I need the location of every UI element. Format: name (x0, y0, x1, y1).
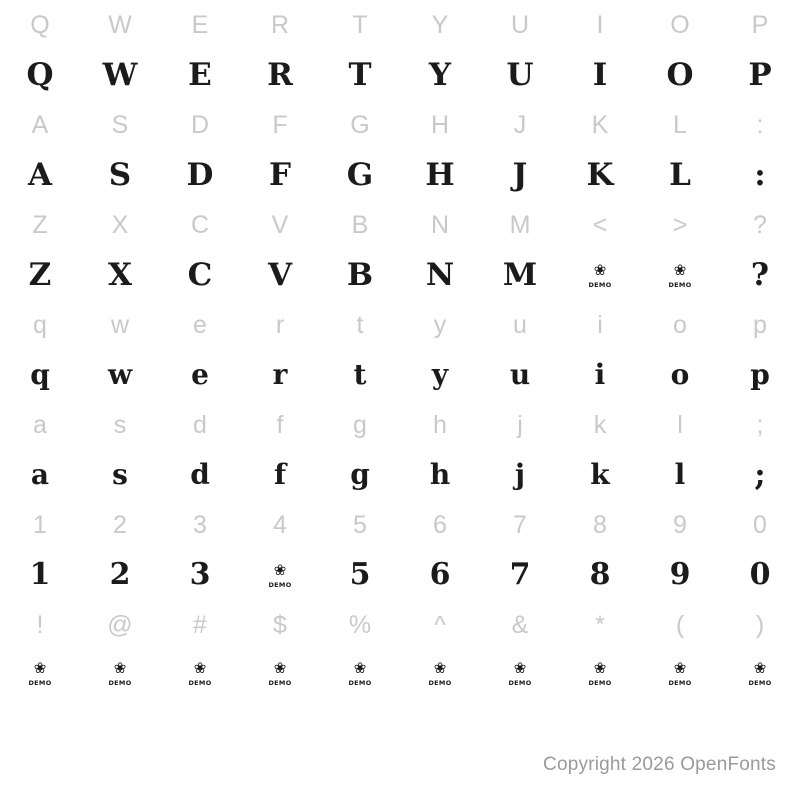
key-label: R (270, 10, 290, 39)
demo-mark-glyph (320, 658, 400, 689)
glyph-cell: V (267, 256, 293, 293)
demo-mark-glyph (480, 658, 560, 689)
glyph-cell: A (27, 156, 53, 193)
demo-flower-icon (109, 661, 131, 687)
glyph-cell: 6 (429, 557, 451, 592)
demo-flower-icon (589, 661, 611, 687)
demo-mark-glyph (80, 658, 160, 689)
keys-digits (0, 500, 800, 550)
key-label: 5 (353, 510, 367, 539)
glyph-cell: S (108, 156, 132, 193)
glyph-cell: N (425, 256, 455, 293)
glyphs-asdf-upper (0, 150, 800, 200)
glyph-cell: e (191, 358, 209, 391)
key-label: M (509, 210, 531, 239)
key-label: a (33, 410, 47, 439)
demo-flower-petals: ❀ (513, 659, 527, 677)
glyphs-digits (0, 550, 800, 600)
glyph-cell: j (514, 458, 526, 491)
key-label: W (108, 10, 132, 39)
glyph-cell: h (429, 458, 451, 491)
key-label: ) (755, 610, 765, 639)
demo-mark-glyph (640, 658, 720, 689)
key-label: I (596, 10, 604, 39)
key-label: l (677, 410, 683, 439)
key-label: Q (30, 10, 50, 39)
demo-flower-petals: ❀ (273, 659, 287, 677)
glyph-cell: 3 (189, 557, 211, 592)
demo-flower-word: DEMO (748, 679, 772, 687)
key-label: ! (36, 610, 44, 639)
demo-flower-petals: ❀ (673, 261, 687, 279)
key-label: 7 (513, 510, 527, 539)
key-label: D (190, 110, 210, 139)
glyph-cell: l (674, 458, 686, 491)
key-label: H (430, 110, 450, 139)
key-label: Z (32, 210, 48, 239)
glyph-cell: y (431, 358, 449, 391)
keys-qwerty-upper (0, 0, 800, 50)
glyphs-qwerty-upper (0, 50, 800, 100)
demo-flower-petals: ❀ (753, 659, 767, 677)
glyph-cell: E (188, 56, 212, 93)
demo-flower-word: DEMO (668, 281, 692, 289)
key-label: d (193, 410, 207, 439)
demo-flower-petals: ❀ (433, 659, 447, 677)
demo-flower-petals: ❀ (113, 659, 127, 677)
key-label: @ (107, 610, 133, 639)
demo-flower-word: DEMO (588, 281, 612, 289)
demo-flower-icon (29, 661, 51, 687)
glyphs-symbols (0, 650, 800, 696)
key-label: f (276, 410, 284, 439)
key-label: F (272, 110, 288, 139)
glyph-cell: T (348, 56, 372, 93)
key-label: ^ (434, 610, 446, 639)
key-label: P (751, 10, 769, 39)
key-label: : (756, 110, 764, 139)
glyph-cell: B (346, 256, 374, 293)
glyph-cell: H (425, 156, 455, 193)
glyph-cell: P (748, 56, 772, 93)
glyph-cell: W (102, 56, 138, 93)
key-label: u (513, 310, 527, 339)
glyph-cell: C (187, 256, 213, 293)
glyph-cell: R (267, 56, 293, 93)
key-label: S (111, 110, 129, 139)
glyph-cell: M (502, 256, 538, 293)
key-label: t (356, 310, 364, 339)
key-label: T (352, 10, 368, 39)
key-label: U (510, 10, 530, 39)
key-label: < (592, 210, 608, 239)
demo-flower-icon (669, 661, 691, 687)
glyph-cell: s (112, 458, 128, 491)
demo-flower-icon (269, 563, 291, 589)
glyph-cell: ; (754, 456, 766, 493)
demo-flower-word: DEMO (268, 679, 292, 687)
glyph-cell: O (666, 56, 694, 93)
demo-flower-word: DEMO (588, 679, 612, 687)
glyph-cell: k (590, 458, 610, 491)
key-label: q (33, 310, 47, 339)
keys-qwerty-lower (0, 300, 800, 350)
key-label: 0 (753, 510, 767, 539)
glyph-cell: 5 (349, 557, 371, 592)
glyph-cell: 9 (669, 557, 691, 592)
glyph-cell: I (592, 56, 608, 93)
glyph-cell: Y (428, 56, 452, 93)
glyph-cell: g (350, 458, 370, 491)
key-label: k (593, 410, 607, 439)
glyph-cell: Q (26, 56, 54, 93)
key-label: g (353, 410, 367, 439)
demo-mark-glyph (400, 658, 480, 689)
key-label: 9 (673, 510, 687, 539)
glyph-cell: 2 (109, 557, 131, 592)
glyph-cell: Z (28, 256, 52, 293)
demo-mark-glyph (560, 260, 640, 291)
key-label: L (673, 110, 687, 139)
demo-flower-word: DEMO (108, 679, 132, 687)
glyphs-asdf-lower (0, 450, 800, 500)
demo-flower-petals: ❀ (593, 261, 607, 279)
demo-flower-icon (429, 661, 451, 687)
demo-flower-word: DEMO (428, 679, 452, 687)
key-label: i (597, 310, 603, 339)
key-label: ; (756, 410, 764, 439)
demo-flower-icon (509, 661, 531, 687)
glyph-cell: o (670, 358, 690, 391)
glyph-cell: w (107, 358, 133, 391)
demo-mark-glyph (0, 658, 80, 689)
glyph-cell: i (594, 358, 606, 391)
key-label: O (670, 10, 690, 39)
glyphs-qwerty-lower (0, 350, 800, 400)
glyph-cell: 0 (749, 557, 771, 592)
key-label: Y (431, 10, 449, 39)
demo-flower-icon (589, 263, 611, 289)
glyph-cell: t (353, 358, 367, 391)
key-label: J (513, 110, 527, 139)
key-label: * (595, 610, 605, 639)
key-label: E (191, 10, 209, 39)
demo-mark-glyph (240, 560, 320, 591)
glyph-cell: L (669, 156, 691, 193)
keys-asdf-upper (0, 100, 800, 150)
glyph-cell: U (506, 56, 534, 93)
glyph-cell: J (512, 156, 528, 193)
demo-flower-petals: ❀ (353, 659, 367, 677)
key-label: 2 (113, 510, 127, 539)
demo-flower-icon (349, 661, 371, 687)
key-label: 4 (273, 510, 287, 539)
demo-flower-petals: ❀ (273, 561, 287, 579)
glyph-cell: f (273, 458, 287, 491)
key-label: ? (753, 210, 767, 239)
demo-flower-word: DEMO (668, 679, 692, 687)
demo-flower-icon (189, 661, 211, 687)
glyph-cell: F (268, 156, 291, 193)
glyph-cell: : (754, 156, 766, 193)
glyph-cell: K (586, 156, 614, 193)
demo-flower-word: DEMO (268, 581, 292, 589)
key-label: 8 (593, 510, 607, 539)
key-label: o (673, 310, 687, 339)
key-label: r (275, 310, 285, 339)
demo-flower-icon (749, 661, 771, 687)
demo-flower-petals: ❀ (593, 659, 607, 677)
key-label: A (31, 110, 49, 139)
key-label: # (193, 610, 207, 639)
key-label: ( (675, 610, 685, 639)
glyph-cell: 8 (589, 557, 611, 592)
demo-flower-word: DEMO (188, 679, 212, 687)
glyph-cell: X (107, 256, 133, 293)
glyph-cell: u (509, 358, 531, 391)
key-label: p (753, 310, 767, 339)
key-label: j (517, 410, 523, 439)
demo-flower-icon (669, 263, 691, 289)
demo-mark-glyph (160, 658, 240, 689)
key-label: > (672, 210, 688, 239)
demo-mark-glyph (640, 260, 720, 291)
key-label: K (591, 110, 609, 139)
glyph-cell: d (190, 458, 210, 491)
demo-flower-petals: ❀ (193, 659, 207, 677)
key-label: e (193, 310, 207, 339)
demo-flower-petals: ❀ (673, 659, 687, 677)
keys-symbols (0, 600, 800, 650)
glyph-cell: 7 (509, 557, 531, 592)
key-label: X (111, 210, 129, 239)
key-label: 1 (33, 510, 47, 539)
demo-mark-glyph (240, 658, 320, 689)
key-label: w (110, 310, 130, 339)
key-label: y (433, 310, 447, 339)
demo-flower-petals: ❀ (33, 659, 47, 677)
demo-flower-icon (269, 661, 291, 687)
demo-mark-glyph (560, 658, 640, 689)
key-label: s (113, 410, 127, 439)
key-label: 6 (433, 510, 447, 539)
glyph-cell: p (750, 358, 770, 391)
key-label: & (511, 610, 529, 639)
glyph-cell: D (186, 156, 214, 193)
key-label: V (271, 210, 289, 239)
key-label: % (348, 610, 372, 639)
glyph-cell: ? (750, 256, 770, 293)
glyph-cell: G (346, 156, 374, 193)
key-label: h (433, 410, 447, 439)
demo-mark-glyph (720, 658, 800, 689)
glyphs-zxcv-upper (0, 250, 800, 300)
key-label: 3 (193, 510, 207, 539)
key-label: B (351, 210, 369, 239)
keys-asdf-lower (0, 400, 800, 450)
key-label: $ (273, 610, 287, 639)
keys-zxcv-upper (0, 200, 800, 250)
demo-flower-word: DEMO (28, 679, 52, 687)
demo-flower-word: DEMO (348, 679, 372, 687)
key-label: N (430, 210, 450, 239)
glyph-cell: 1 (29, 557, 51, 592)
key-label: G (350, 110, 370, 139)
copyright-notice: Copyright 2026 OpenFonts (543, 754, 776, 775)
key-label: C (190, 210, 210, 239)
glyph-cell: q (30, 358, 50, 391)
glyph-cell: a (30, 458, 50, 491)
glyph-cell: r (272, 358, 288, 391)
demo-flower-word: DEMO (508, 679, 532, 687)
